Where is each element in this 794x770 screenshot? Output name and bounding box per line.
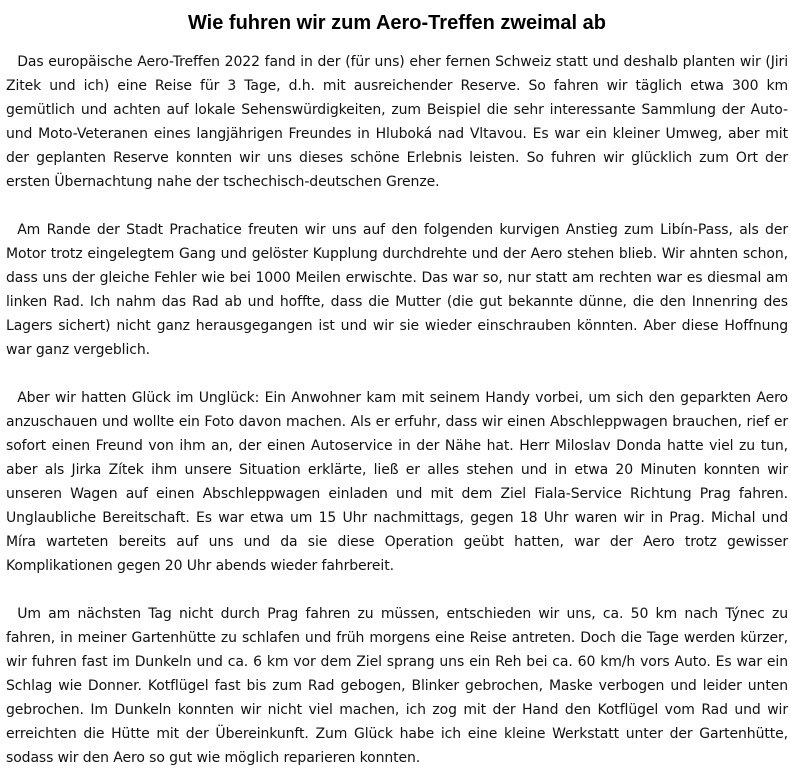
paragraph-1: Das europäische Aero-Treffen 2022 fand in der (für uns) eher fernen Schweiz statt und deshalb planten wir (Jiri Zitek und ich) eine Reise für 3 Tage, d.h. mit ausreichender Reserve. So fahren wir täglich etwa 300 km gemütlich und achten auf lokale Sehenswürdigkeiten, zum Beispiel die sehr interessante Sammlung der Auto- und Moto-Veteranen eines langjährigen Freundes in Hluboká nad Vltavou. Es war ein kleiner Umweg, aber mit der geplanten Reserve konnten wir uns dieses schöne Erlebnis leisten. So fuhren wir glücklich zum Ort der ersten Übernachtung nahe der tschechisch-deutschen Grenze. xyxy=(6,54,788,190)
document-body xyxy=(6,50,788,770)
paragraph-3: Aber wir hatten Glück im Unglück: Ein Anwohner kam mit seinem Handy vorbei, um sich den geparkten Aero anzuschauen und wollte ein Foto davon machen. Als er erfuhr, dass wir einen Abschleppwagen brauchen, rief er sofort einen Freund von ihm an, der einen Autoservice in der Nähe hat. Herr Miloslav Donda hatte viel zu tun, aber als Jirka Zítek ihm unsere Situation erklärte, ließ er alles stehen und in etwa 20 Minuten konnten wir unseren Wagen auf einen Abschleppwagen einladen und mit dem Ziel Fiala-Service Richtung Prag fahren. Unglaubliche Bereitschaft. Es war etwa um 15 Uhr nachmittags, gegen 18 Uhr waren wir in Prag. Michal und Míra warteten bereits auf uns und da sie diese Operation geübt hatten, war der Aero trotz gewisser Komplikationen gegen 20 Uhr abends wieder fahrbereit. xyxy=(6,390,788,574)
document-title: Wie fuhren wir zum Aero-Treffen zweimal ab xyxy=(187,12,607,34)
paragraph-4: Um am nächsten Tag nicht durch Prag fahren zu müssen, entschieden wir uns, ca. 50 km nach Týnec zu fahren, in meiner Gartenhütte zu schlafen und früh morgens eine Reise antreten. Doch die Tage werden kürzer, wir fuhren fast im Dunkeln und ca. 6 km vor dem Ziel sprang uns ein Reh bei ca. 60 km/h vors Auto. Es war ein Schlag wie Donner. Kotflügel fast bis zum Rad gebogen, Blinker gebrochen, Maske verbogen und leider unten gebrochen. Im Dunkeln konnten wir nicht viel machen, ich zog mit der Hand den Kotflügel vom Rad und wir erreichten die Hütte mit der Übereinkunft. Zum Glück habe ich eine kleine Werkstatt unter der Gartenhütte, sodass wir den Aero so gut wie möglich reparieren konnten. xyxy=(6,606,788,766)
paragraph-2: Am Rande der Stadt Prachatice freuten wir uns auf den folgenden kurvigen Anstieg zum Libín-Pass, als der Motor trotz eingelegtem Gang und gelöster Kupplung durchdrehte und der Aero stehen blieb. Wir ahnten schon, dass uns der gleiche Fehler wie bei 1000 Meilen erwischte. Das war so, nur statt am rechten war es diesmal am linken Rad. Ich nahm das Rad ab und hoffte, dass die Mutter (die gut bekannte dünne, die den Innenring des Lagers sichert) nicht ganz herausgegangen ist und wir sie wieder einschrauben könnten. Aber diese Hoffnung war ganz vergeblich. xyxy=(6,222,788,358)
